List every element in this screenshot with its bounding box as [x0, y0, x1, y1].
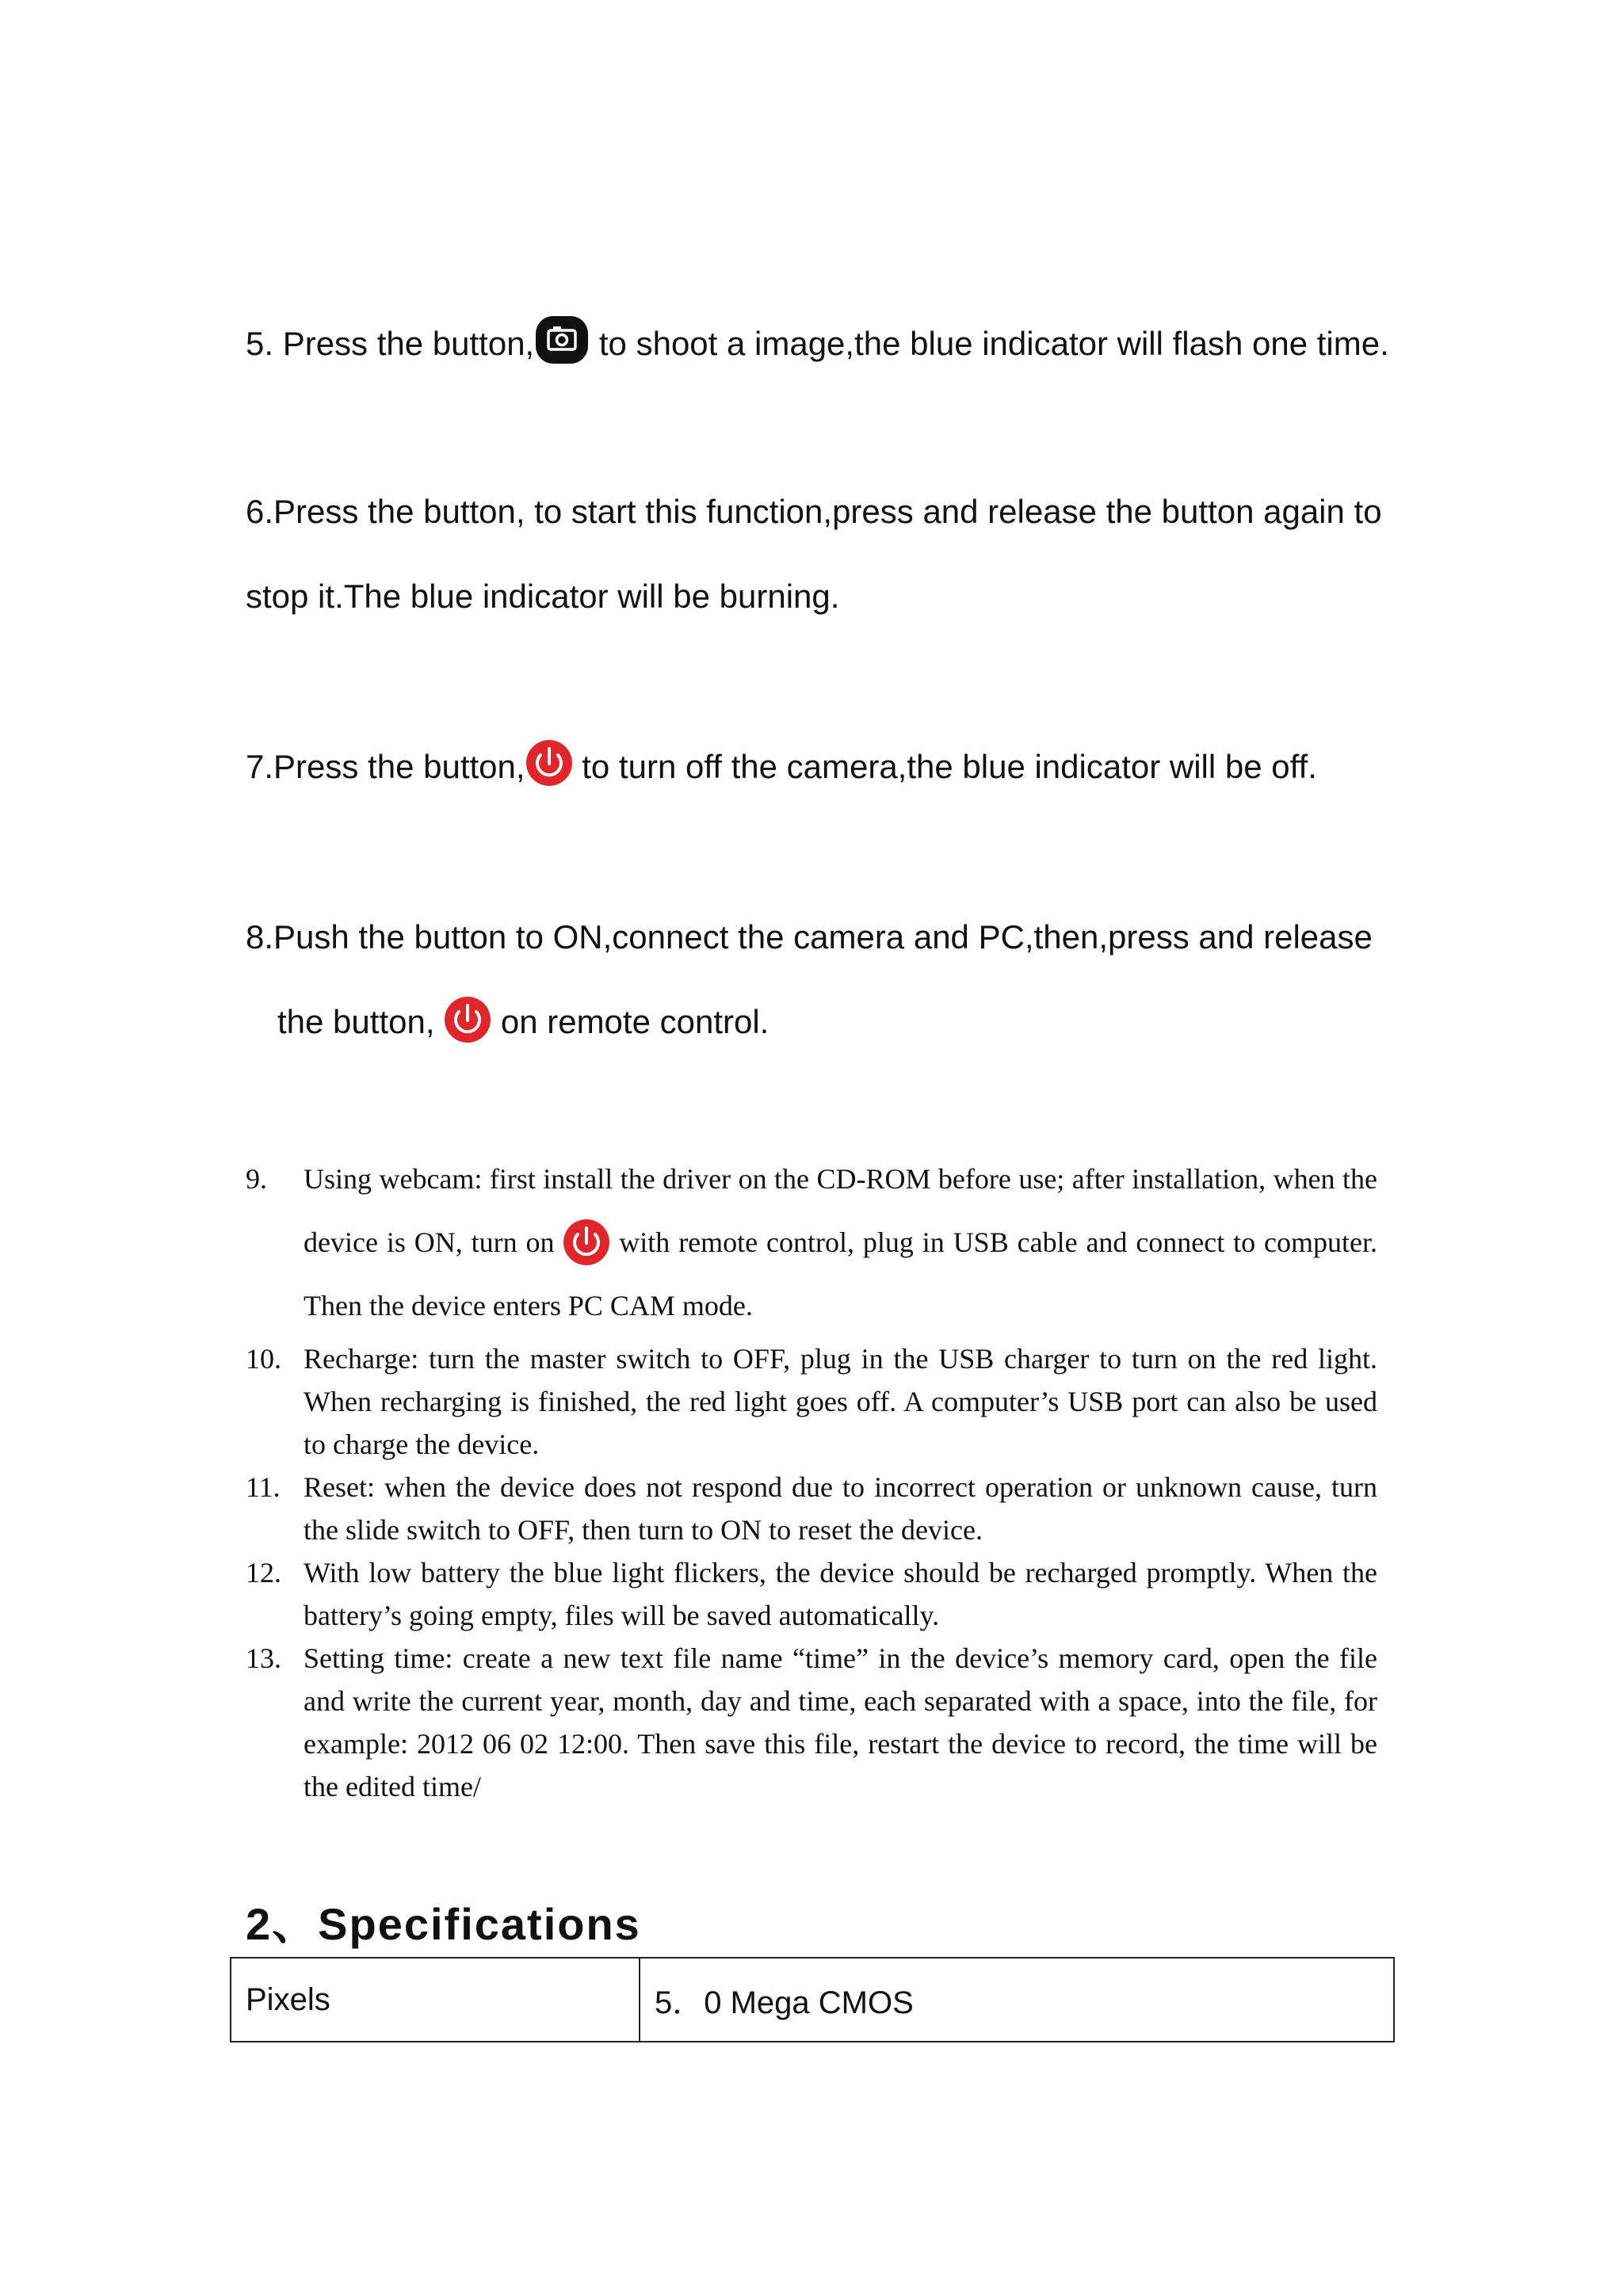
table-row [231, 1958, 1394, 2042]
list-item [246, 1466, 1377, 1551]
power-icon [444, 996, 491, 1043]
list-item-text: with remote control, plug in USB cable and connect to computer. Then the device enters PC CAM mode. [304, 1226, 1377, 1322]
list-item-text: With low battery the blue light flickers, the device should be recharged promptly. When the battery’s going empty, files will be saved automatically. [304, 1557, 1377, 1631]
numbered-list [246, 1147, 1377, 1808]
spec-value: 5．0 Mega CMOS [640, 1958, 1394, 2042]
list-item-text: Recharge: turn the master switch to OFF, plug in the USB charger to turn on the red light. When recharging is finished, the red light goes off. A computer’s USB port can also be used to charge the device. [304, 1343, 1377, 1460]
power-icon [525, 739, 573, 787]
camera-icon [534, 315, 590, 365]
list-item-number: 9. [246, 1163, 267, 1195]
list-item-text: Reset: when the device does not respond due to incorrect operation or unknown cause, turn the slide switch to OFF, then turn to ON to reset the device. [304, 1471, 1377, 1546]
list-item-number: 12. [246, 1557, 281, 1589]
spec-label: Pixels [231, 1958, 640, 2042]
step-7-pre: 7.Press the button, [246, 748, 525, 785]
list-item [246, 1551, 1377, 1637]
list-item-text: Using webcam: first install the driver on the CD-ROM before use; after installation, when the device is ON, turn on [304, 1163, 1377, 1258]
step-5-post: to shoot a image,the blue indicator will flash one time. [590, 325, 1389, 363]
step-6-line-1: 6.Press the button, to start this function,press and release the button again to [246, 493, 1382, 530]
power-icon [563, 1219, 610, 1266]
list-item-number: 13. [246, 1642, 281, 1674]
step-5 [246, 321, 1389, 372]
step-7 [246, 745, 1317, 793]
step-7-post: to turn off the camera,the blue indicator will be off. [572, 748, 1317, 785]
step-8-line-2 [277, 1000, 769, 1048]
step-8-pre: the button, [277, 1003, 445, 1040]
step-8-post: on remote control. [491, 1003, 769, 1040]
step-8-line-1: 8.Push the button to ON,connect the camera and PC,then,press and release [246, 918, 1373, 955]
list-item [246, 1637, 1377, 1808]
list-item [246, 1337, 1377, 1466]
step-5-pre: 5. Press the button, [246, 325, 535, 363]
list-item-number: 11. [246, 1471, 281, 1503]
step-6-line-2: stop it.The blue indicator will be burning. [246, 578, 840, 615]
specifications-table [230, 1957, 1395, 2042]
list-item-number: 10. [246, 1343, 281, 1375]
list-item-text: Setting time: create a new text file name “time” in the device’s memory card, open the file and write the current year, month, day and time, each separated with a space, into the file, for example: 2012 06 02 12:00. Then save this file, restart the device to record, the time will be the edited time/ [304, 1642, 1377, 1802]
section-heading: 2、Specifications [246, 1899, 641, 1949]
list-item [246, 1147, 1377, 1337]
